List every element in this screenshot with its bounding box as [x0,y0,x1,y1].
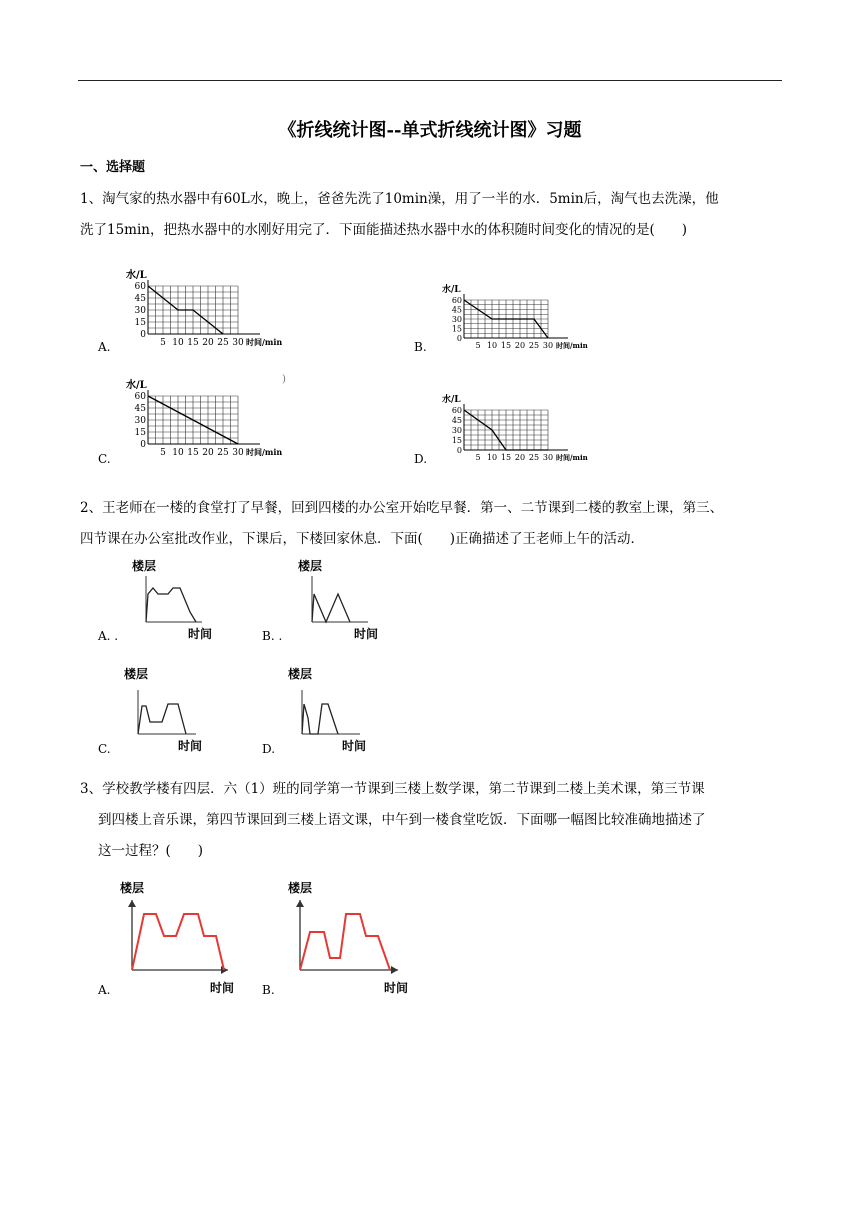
stray-mark: ) [282,374,286,385]
x-axis-label: 时间 [354,627,379,640]
x-axis-arrow [391,966,398,974]
question-2-text [80,493,785,555]
data-line [312,594,350,622]
x-axis-label: 时间/min [556,341,588,350]
y-axis-label: 楼层 [298,559,323,573]
x-tick-label: 5 [475,453,481,462]
y-tick-label: 30 [134,416,146,427]
data-line [138,704,186,734]
y-axis-arrow [128,900,136,907]
x-tick-label: 30 [232,338,244,348]
x-axis-label: 时间/min [246,447,283,457]
x-tick-label: 25 [217,338,229,348]
y-tick-label: 45 [451,415,462,425]
y-tick-label: 0 [140,440,146,451]
y-axis-label: 楼层 [120,881,145,895]
y-axis-label: 楼层 [124,667,149,681]
x-tick-label: 25 [528,453,540,462]
question-3-line-1: 3、学校教学楼有四层．六（1）班的同学第一节课到三楼上数学课，第二节课到二楼上美术课，第三节课 [80,781,705,797]
y-axis-arrow [296,900,304,907]
q1-chart-c [110,372,310,464]
y-tick-label: 30 [451,425,462,435]
question-1-line-2: 洗了15min，把热水器中的水刚好用完了．下面能描述热水器中水的体积随时间变化的情况的是( ) [80,222,688,238]
x-axis-label: 时间 [384,981,409,995]
y-tick-label: 30 [134,306,146,317]
q1-option-d-label[interactable]: D. [414,452,428,466]
question-3-line-2: 到四楼上音乐课，第四节课回到三楼上语文课，中午到一楼食堂吃饭．下面哪一幅图比较准确地描述了 [98,812,706,828]
y-tick-label: 0 [456,333,462,343]
y-tick-label: 45 [451,305,462,315]
y-tick-label: 0 [456,445,462,455]
x-tick-label: 10 [172,448,184,458]
x-tick-label: 20 [202,338,214,348]
q2-option-c-label[interactable]: C. [98,742,111,756]
x-tick-label: 5 [160,448,166,458]
y-tick-label: 60 [134,282,146,293]
x-tick-label: 20 [202,448,214,458]
y-axis-label: 水/L [126,380,147,391]
y-tick-label: 60 [134,392,146,403]
x-tick-label: 10 [172,338,184,348]
y-axis-label: 楼层 [288,881,313,895]
y-tick-label: 45 [134,404,146,415]
q2-option-b-label[interactable]: B. . [262,629,283,643]
x-axis-label: 时间/min [556,453,588,462]
q2-chart-c [120,664,220,752]
question-1-line-1: 1、淘气家的热水器中有60L水，晚上，爸爸先洗了10min澡，用了一半的水．5min后，淘气也去洗澡，他 [80,191,719,207]
q2-option-d-label[interactable]: D. [262,742,276,756]
q3-option-a-label[interactable]: A. [98,983,111,997]
x-tick-label: 5 [475,341,481,350]
y-tick-label: 0 [140,330,146,341]
x-tick-label: 10 [486,453,498,462]
y-tick-label: 15 [134,428,146,439]
q2-chart-d [284,664,384,752]
data-line [302,704,338,734]
x-tick-label: 30 [232,448,244,458]
y-axis-label: 水/L [442,285,461,295]
q1-option-a-label[interactable]: A. [98,340,111,354]
y-axis-label: 水/L [442,395,461,405]
x-axis-label: 时间 [188,627,213,640]
x-axis-arrow [221,966,228,974]
q1-option-b-label[interactable]: B. [414,340,427,354]
x-tick-label: 15 [187,338,199,348]
question-2-line-1: 2、王老师在一楼的食堂打了早餐，回到四楼的办公室开始吃早餐．第一、二节课到二楼的教室上课，第三、 [80,500,724,516]
question-2-line-2: 四节课在办公室批改作业，下课后，下楼回家休息．下面( )正确描述了王老师上午的活动． [80,531,645,547]
q3-option-b-label[interactable]: B. [262,983,275,997]
x-axis-label: 时间 [178,739,203,752]
x-tick-label: 10 [486,341,498,350]
question-1-text [80,184,785,246]
x-tick-label: 30 [542,341,554,350]
q3-chart-a [118,876,248,998]
y-tick-label: 60 [451,295,462,305]
page-title: 《折线统计图--单式折线统计图》习题 [278,120,582,141]
x-tick-label: 25 [217,448,229,458]
x-tick-label: 15 [500,341,512,350]
y-tick-label: 15 [451,435,462,445]
q1-option-c-label[interactable]: C. [98,452,111,466]
q2-chart-b [290,556,390,640]
x-axis-label: 时间 [210,981,235,995]
q1-chart-a [110,262,310,354]
header-rule [78,80,782,81]
y-tick-label: 30 [451,314,462,324]
y-tick-label: 60 [451,405,462,415]
x-axis-label: 时间 [342,739,367,752]
x-tick-label: 30 [542,453,554,462]
y-axis-label: 水/L [126,270,147,281]
question-3-line-3: 这一过程？( ) [98,843,204,859]
y-tick-label: 15 [134,318,146,329]
data-line [146,588,196,622]
q1-chart-b [428,282,618,352]
data-line [300,914,390,970]
x-tick-label: 25 [528,341,540,350]
data-line [132,914,224,970]
x-tick-label: 20 [514,341,526,350]
section-heading: 一、选择题 [80,160,146,175]
x-axis-label: 时间/min [246,337,283,347]
question-3-text [80,774,785,867]
q1-chart-d [428,392,618,464]
y-axis-label: 楼层 [132,559,157,573]
q2-chart-a [124,556,224,640]
x-tick-label: 15 [500,453,512,462]
q2-option-a-label[interactable]: A. . [98,629,119,643]
x-tick-label: 5 [160,338,166,348]
x-tick-label: 15 [187,448,199,458]
q3-chart-b [284,876,418,998]
y-tick-label: 45 [134,294,146,305]
y-axis-label: 楼层 [288,667,313,681]
x-tick-label: 20 [514,453,526,462]
y-tick-label: 15 [451,324,462,334]
